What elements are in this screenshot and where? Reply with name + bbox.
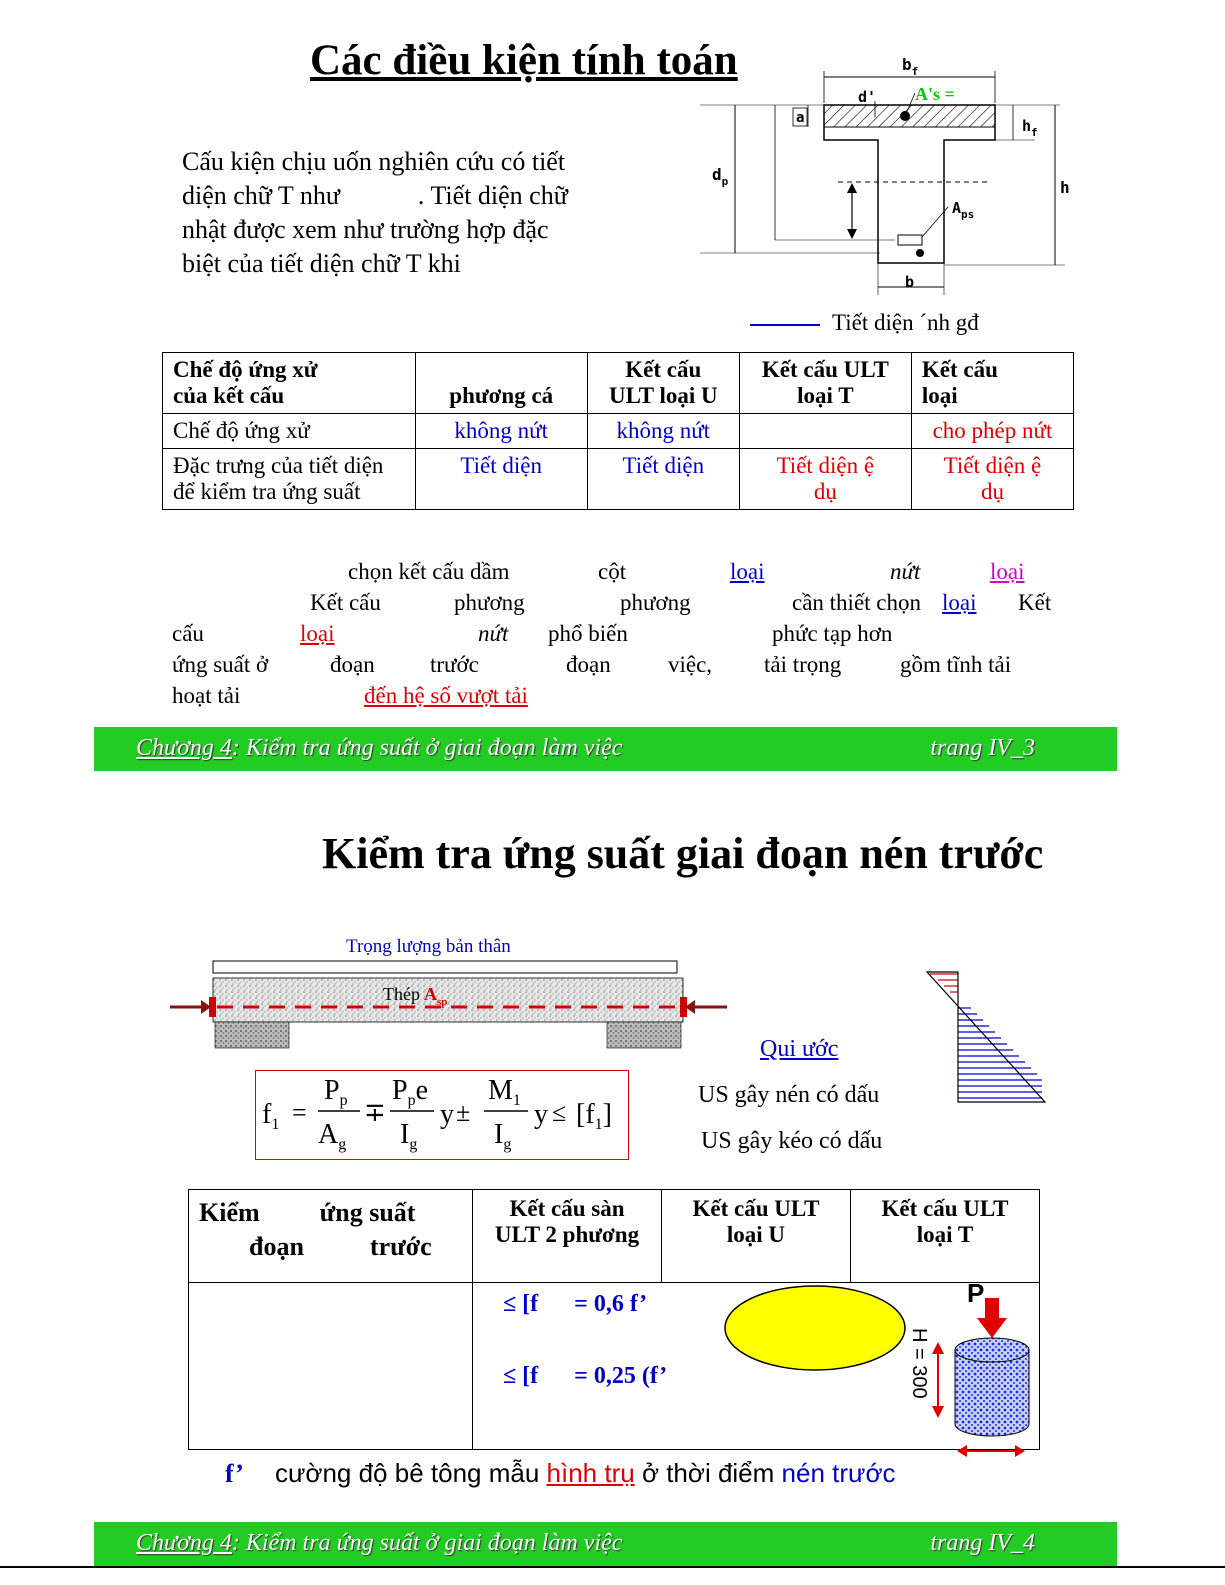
svg-text:∓: ∓	[364, 1098, 386, 1127]
para-text: ứng suất ở	[172, 652, 269, 677]
para-text: phức tạp hơn	[772, 621, 893, 646]
diagram-as-label: A's =	[915, 84, 955, 104]
formula-svg	[256, 1071, 628, 1159]
table-cell	[739, 414, 911, 449]
table-header-cell: Kết cấu loại	[911, 353, 1073, 414]
table-header-cell: Kết cấu ULT loại T	[850, 1190, 1039, 1283]
table-row	[163, 449, 1074, 510]
footer-chapter: Chương 4: Kiểm tra ứng suất ở giai đoạn làm việc	[136, 735, 623, 761]
prestressed-beam-diagram	[165, 955, 735, 1055]
table-header-cell: Chế độ ứng xử của kết cấu	[163, 353, 416, 414]
page-bottom-rule	[0, 1566, 1225, 1568]
diagram-b: b	[905, 273, 915, 291]
legend-line-icon	[750, 324, 820, 326]
para-link: đến hệ số vượt tải	[364, 683, 528, 708]
footer-page: trang IV_3	[930, 735, 1035, 761]
slide1-paragraph	[172, 556, 1054, 716]
limit-compression: ≤ [f = 0,6 f’	[503, 1291, 648, 1317]
para-text: Kết cấu	[310, 590, 381, 615]
svg-text:=: =	[292, 1098, 307, 1127]
table-header-cell: Kiểm ứng suất đoạn trước	[189, 1190, 473, 1283]
para-text: đoạn	[330, 652, 375, 677]
cylinder-load-label: P	[967, 1278, 985, 1308]
table-cell	[189, 1283, 473, 1450]
para-text: tải trọng	[764, 652, 842, 677]
para-text: hoạt tải	[172, 683, 241, 708]
para-text: cột	[598, 559, 627, 584]
svg-text:y: y	[534, 1099, 548, 1130]
behaviour-table	[162, 352, 1074, 510]
svg-text:Ig: $I_g$	[494, 1119, 512, 1153]
para-text: nứt	[478, 621, 509, 646]
para-text: phương	[620, 590, 691, 615]
para-text: trước	[430, 652, 479, 677]
intro-line-2: diện chữ T như . Tiết diện chữ	[182, 181, 568, 210]
para-text: gồm tĩnh tải	[900, 652, 1012, 677]
para-text: nứt	[890, 559, 921, 584]
para-text: cấu	[172, 621, 204, 646]
table-header-row	[163, 353, 1074, 414]
slide1-footer	[94, 727, 1117, 771]
para-text: phổ biến	[548, 621, 628, 646]
diagram-bf: $b_f$	[902, 55, 919, 78]
slide2-footer	[94, 1522, 1117, 1566]
svg-text:M1: $M_1$	[488, 1075, 521, 1109]
svg-text:f1: $f_1$	[262, 1099, 280, 1133]
cylinder-height-label: H = 300	[908, 1328, 930, 1399]
diagram-a: a	[796, 110, 805, 126]
t-section-diagram	[690, 55, 1080, 300]
table-cell: Tiết diện	[587, 449, 739, 510]
section-legend	[750, 310, 979, 336]
svg-text:Pp: $P_p$	[324, 1075, 348, 1109]
svg-text:Ag: $A_g$	[318, 1119, 347, 1153]
para-link: loại	[300, 621, 335, 646]
slide1-title: Các điều kiện tính toán	[310, 37, 738, 84]
table-cell: Tiết diện ệ dụ	[739, 449, 911, 510]
convention-tension: US gây kéo có dấu	[701, 1128, 883, 1154]
svg-text:≤: ≤	[552, 1098, 567, 1127]
para-text: chọn kết cấu dầm	[348, 559, 510, 584]
yellow-ellipse	[722, 1283, 908, 1373]
footer-chapter: Chương 4: Kiểm tra ứng suất ở giai đoạn làm việc	[136, 1530, 623, 1556]
table-cell: không nứt	[587, 414, 739, 449]
diagram-h: h	[1060, 178, 1070, 197]
table-header-cell: Kết cấu ULT loại U	[661, 1190, 850, 1283]
cylinder-specimen-icon	[895, 1276, 1035, 1466]
diagram-aps: $A_{ps}$	[952, 199, 975, 221]
intro-line-4: biệt của tiết diện chữ T khi	[182, 249, 461, 278]
para-text: đoạn	[566, 652, 611, 677]
table-cell: Tiết diện	[415, 449, 587, 510]
table-row	[163, 414, 1074, 449]
table-cell: cho phép nứt	[911, 414, 1073, 449]
para-link: loại	[942, 590, 977, 615]
para-text: phương	[454, 590, 525, 615]
table-header-cell: Kết cấu ULT loại U	[587, 353, 739, 414]
table-header-cell: Kết cấu sàn ULT 2 phương	[473, 1190, 662, 1283]
diagram-hf: $h_f$	[1022, 117, 1038, 139]
para-text: việc,	[668, 652, 713, 677]
svg-text:y: y	[440, 1099, 454, 1130]
para-text: Kết	[1018, 590, 1052, 615]
table-cell: Tiết diện ệ dụ	[911, 449, 1073, 510]
limit-tension: ≤ [f = 0,25 (f’	[503, 1363, 668, 1389]
fc-note: f’ cường độ bê tông mẫu hình trụ ở thời điểm nén trước	[225, 1458, 896, 1488]
steel-label: Thép $A_{sp}$	[383, 984, 448, 1008]
intro-line-1: Cấu kiện chịu uốn nghiên cứu có tiết	[182, 147, 566, 176]
svg-text:Ppe: $P_pe$	[392, 1075, 429, 1109]
svg-text:Ig: $I_g$	[400, 1119, 418, 1153]
table-cell: Chế độ ứng xử	[163, 414, 416, 449]
svg-text:±: ±	[456, 1098, 471, 1127]
para-text: cần thiết chọn	[792, 590, 922, 615]
diagram-d-prime: d'	[858, 88, 877, 106]
table-header-cell: phương cá	[415, 353, 587, 414]
stress-formula	[255, 1070, 629, 1160]
footer-page: trang IV_4	[930, 1530, 1035, 1556]
svg-text:[f1]: $[f_1]$	[576, 1099, 612, 1133]
legend-text: Tiết diện ´nh gđ	[832, 310, 979, 335]
table-cell: Đặc trưng của tiết diện để kiểm tra ứng suất	[163, 449, 416, 510]
convention-title: Qui ước	[760, 1036, 839, 1062]
diagram-dp: $d_p$	[712, 165, 729, 188]
intro-line-3: nhật được xem như trường hợp đặc	[182, 215, 549, 244]
slide2-title: Kiểm tra ứng suất giai đoạn nén trước	[322, 829, 1044, 878]
para-link: loại	[990, 559, 1025, 584]
self-weight-label: Trọng lượng bản thân	[346, 936, 511, 957]
para-link: loại	[730, 559, 765, 584]
table-header-row	[189, 1190, 1040, 1283]
stress-distribution-diagram	[925, 968, 1050, 1108]
slide1-intro	[182, 145, 612, 281]
table-header-cell: Kết cấu ULT loại T	[739, 353, 911, 414]
table-cell: không nứt	[415, 414, 587, 449]
convention-compression: US gây nén có dấu	[698, 1082, 880, 1108]
